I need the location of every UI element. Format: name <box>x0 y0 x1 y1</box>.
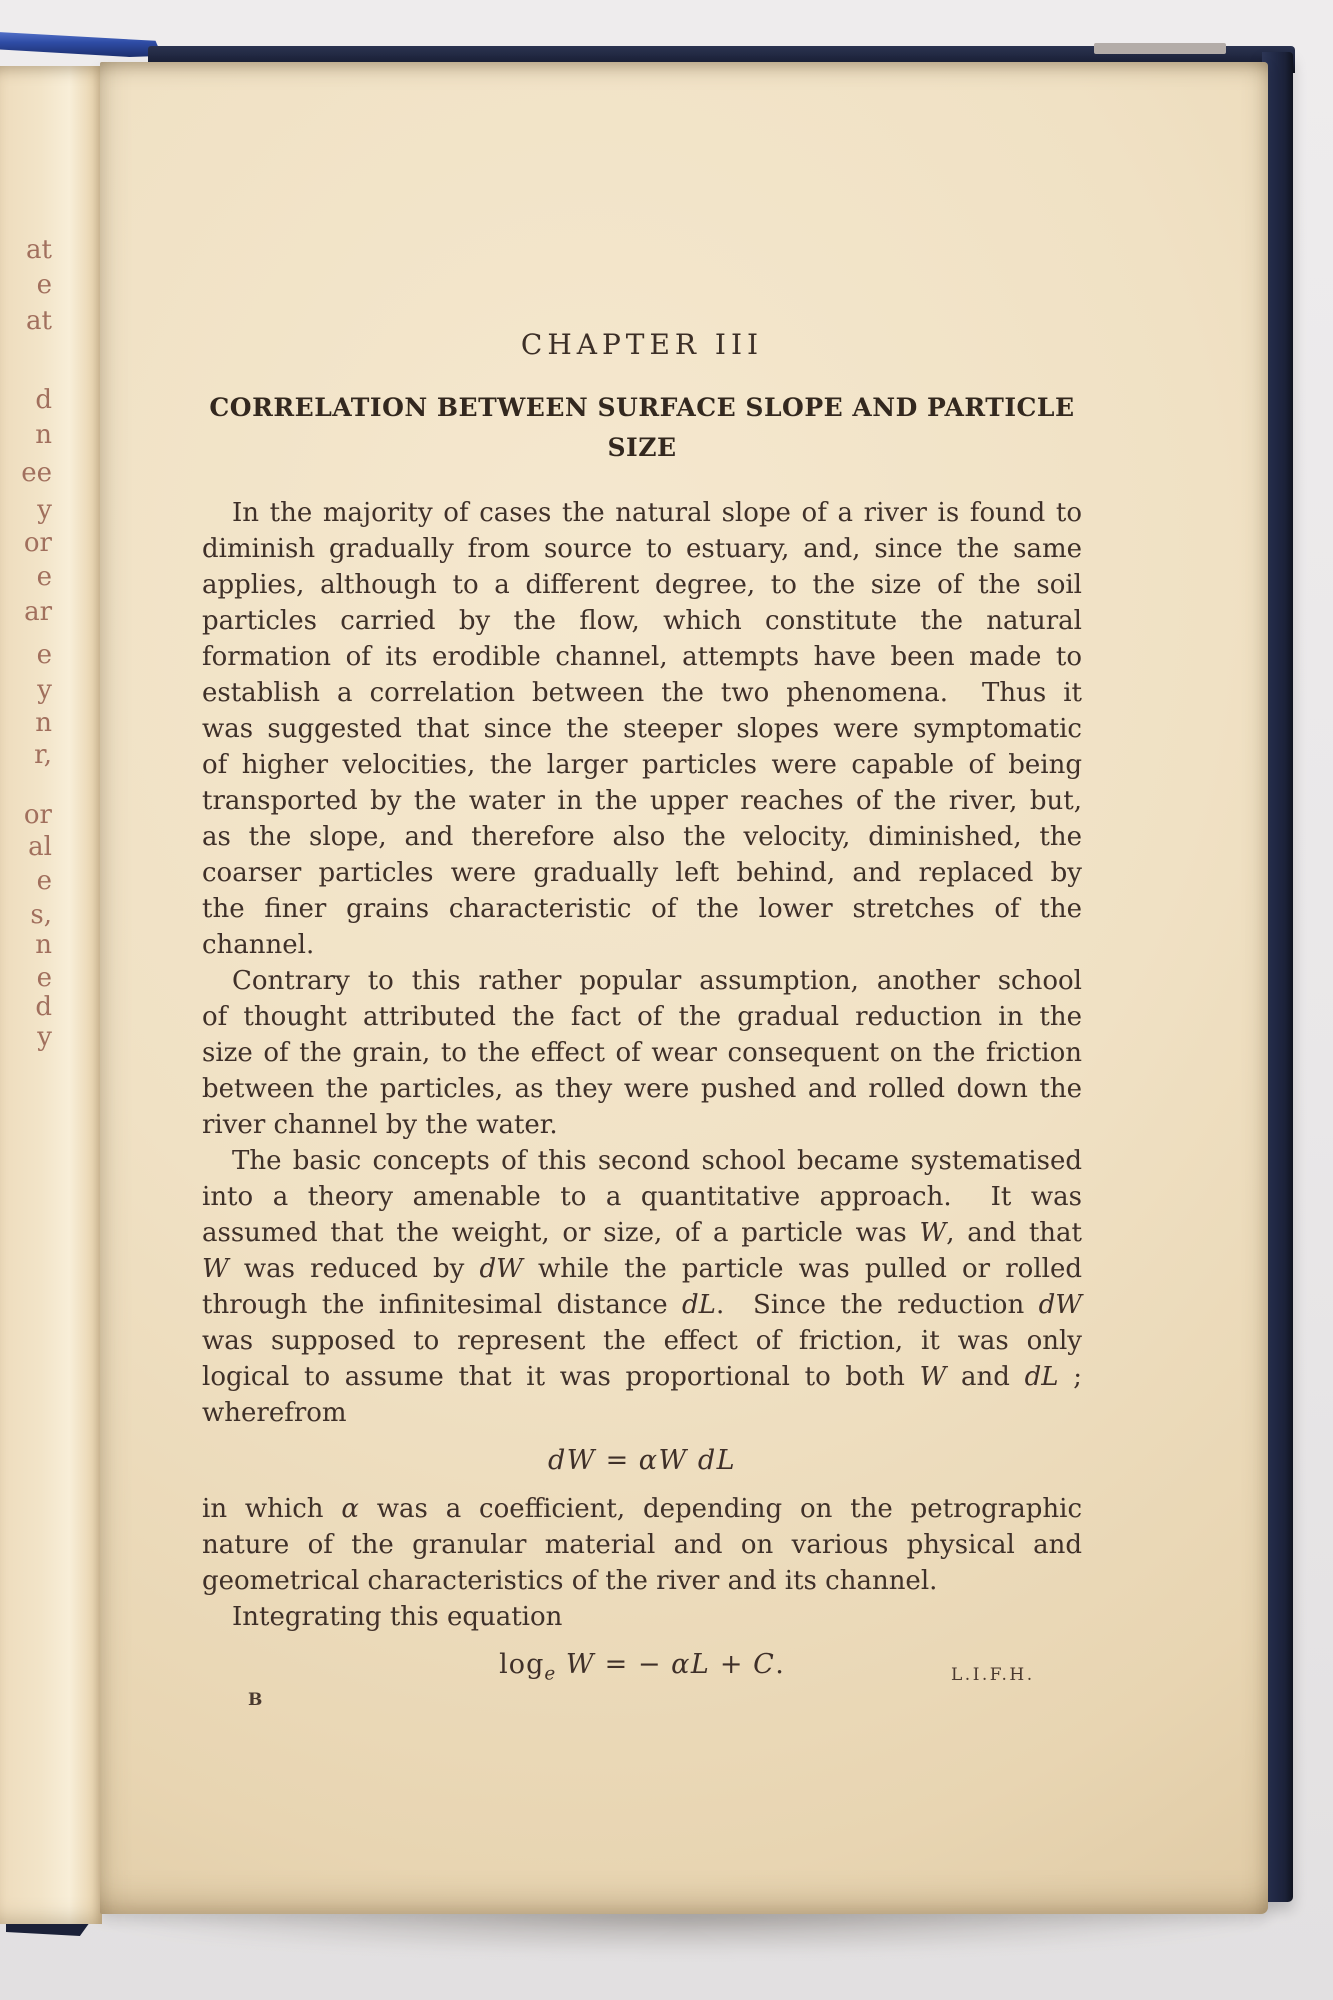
book-cover-edge-highlight <box>1094 43 1226 54</box>
book-page <box>100 62 1268 1914</box>
text-line: in which α was a coefficient, depending on the petrographic <box>202 1494 1083 1524</box>
facing-page-edge <box>0 66 102 1924</box>
text-line: applies, although to a different degree, to the size of the soil <box>202 570 1082 600</box>
text-line: wherefrom <box>202 1398 347 1428</box>
adjacent-page-text-fragment: e <box>36 640 52 670</box>
adjacent-page-text-fragment: y <box>37 495 52 525</box>
text-line: through the infinitesimal distance dL. Since the reduction dW <box>202 1290 1082 1320</box>
adjacent-page-text-fragment: al <box>28 832 52 862</box>
adjacent-page-text-fragment: e <box>36 270 52 300</box>
body-text <box>202 495 1082 1704</box>
text-line: nature of the granular material and on various physical and <box>202 1530 1082 1560</box>
text-line: formation of its erodible channel, attempts have been made to <box>202 642 1082 672</box>
adjacent-page-text-fragment: d <box>35 385 52 415</box>
equation: dW = αW dL <box>547 1445 737 1476</box>
text-line: The basic concepts of this second school became systematised <box>232 1146 1082 1176</box>
paragraph <box>202 1599 1082 1635</box>
text-line: size of the grain, to the effect of wear consequent on the friction <box>202 1038 1082 1068</box>
text-line: assumed that the weight, or size, of a particle was W, and that <box>202 1218 1082 1248</box>
text-line: was supposed to represent the effect of friction, it was only <box>202 1326 1082 1356</box>
text-line: river channel by the water. <box>202 1110 558 1140</box>
book-cover-corner-left <box>0 30 162 57</box>
equation: $\log_e W$ = − αL + C. <box>499 1649 785 1685</box>
text-line: as the slope, and therefore also the velocity, diminished, the <box>202 822 1082 852</box>
paragraph <box>202 1491 1082 1599</box>
text-line: particles carried by the flow, which constitute the natural <box>202 606 1082 636</box>
adjacent-page-text-fragment: or <box>23 528 52 558</box>
adjacent-page-text-fragment: at <box>26 235 52 265</box>
adjacent-page-text-fragment: or <box>23 800 52 830</box>
text-line: of higher velocities, the larger particles were capable of being <box>202 750 1082 780</box>
adjacent-page-text-fragment: d <box>35 992 52 1022</box>
adjacent-page-text-fragment: r, <box>34 740 52 770</box>
text-line: W was reduced by dW while the particle was pulled or rolled <box>202 1254 1082 1284</box>
section-title-line: CORRELATION BETWEEN SURFACE SLOPE AND PARTICLE <box>209 393 1075 422</box>
text-line: diminish gradually from source to estuary, and, since the same <box>202 534 1082 564</box>
adjacent-page-text-fragment: y <box>37 675 52 705</box>
adjacent-page-text-fragment: n <box>35 930 52 960</box>
adjacent-page-text-fragment: e <box>36 963 52 993</box>
text-line: In the majority of cases the natural slope of a river is found to <box>232 498 1082 528</box>
adjacent-page-text-fragment: s, <box>30 900 52 930</box>
text-line: transported by the water in the upper reaches of the river, but, <box>202 786 1082 816</box>
adjacent-page-text-fragment: n <box>35 708 52 738</box>
text-line: coarser particles were gradually left behind, and replaced by <box>202 858 1082 888</box>
section-title <box>202 388 1082 468</box>
adjacent-page-text-fragment: ee <box>21 458 52 488</box>
text-line: geometrical characteristics of the river and its channel. <box>202 1566 938 1596</box>
printer-signature-mark: B <box>248 1690 264 1710</box>
text-line: into a theory amenable to a quantitative approach. It was <box>202 1182 1082 1212</box>
running-footer-initials: L.I.F.H. <box>951 1665 1035 1685</box>
text-line: channel. <box>202 930 315 960</box>
adjacent-page-text-fragment: at <box>26 306 52 336</box>
adjacent-page-text-fragment: ar <box>24 597 52 627</box>
text-line: Contrary to this rather popular assumption, another school <box>232 966 1082 996</box>
text-line: logical to assume that it was proportional to both W and dL ; <box>202 1362 1082 1392</box>
adjacent-page-text-fragment: e <box>36 866 52 896</box>
paragraph <box>202 963 1082 1143</box>
paragraph <box>202 1143 1082 1431</box>
paragraph <box>202 495 1082 963</box>
text-line: establish a correlation between the two phenomena. Thus it <box>202 678 1082 708</box>
adjacent-page-text-fragment: n <box>35 420 52 450</box>
text-line: between the particles, as they were pushed and rolled down the <box>202 1074 1082 1104</box>
text-line: the finer grains characteristic of the lower stretches of the <box>202 894 1082 924</box>
text-line: was suggested that since the steeper slopes were symptomatic <box>202 714 1082 744</box>
adjacent-page-text-fragment: e <box>36 562 52 592</box>
section-title-line: SIZE <box>607 433 677 462</box>
text-line: of thought attributed the fact of the gradual reduction in the <box>202 1002 1082 1032</box>
chapter-heading: CHAPTER III <box>520 328 764 361</box>
text-line: Integrating this equation <box>232 1602 563 1632</box>
adjacent-page-text-fragment: y <box>37 1022 52 1052</box>
